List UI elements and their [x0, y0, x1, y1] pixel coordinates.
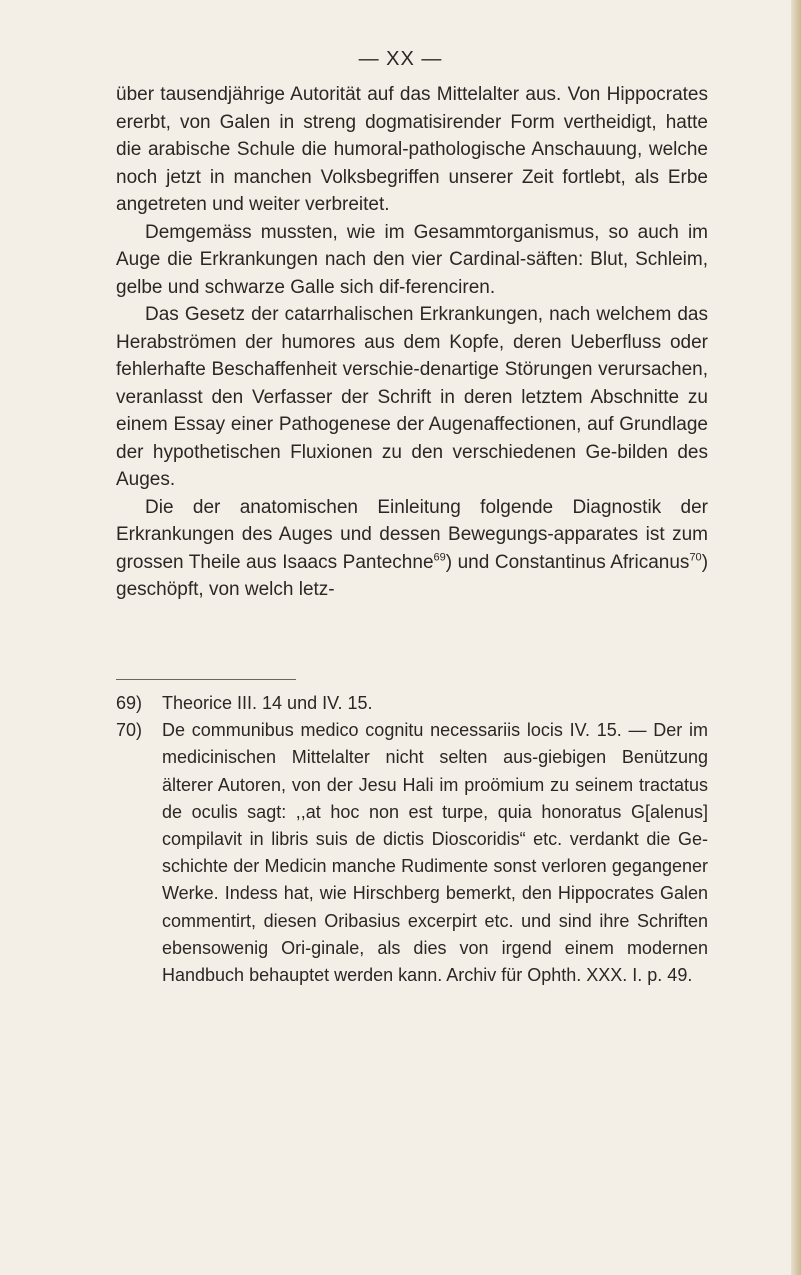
footnote-number: 69)	[116, 693, 143, 713]
main-text	[116, 81, 708, 604]
footnote-69	[116, 690, 708, 717]
footnote-ref-69: 69	[433, 551, 446, 564]
footnote-ref-70: 70	[689, 551, 702, 564]
footnote-divider	[116, 679, 296, 680]
paragraph-2: Demgemäss mussten, wie im Gesammtorganismus, so auch im Auge die Erkrankungen nach den vier Cardinal-säften: Blut, Schleim, gelbe und schwarze Galle sich dif-ferenciren.	[116, 221, 708, 298]
paragraph-4-part-2: ) und Constantinus Africanus	[445, 551, 690, 573]
footnote-70	[116, 717, 708, 989]
footnote-text: Theorice III. 14 und IV. 15.	[162, 693, 373, 713]
page-number-header: — XX —	[358, 48, 443, 70]
footnote-text: De communibus medico cognitu necessariis locis IV. 15. — Der im medicinischen Mittelalter nicht selten aus-giebigen Benützung älterer Autoren, von der Jesu Hali im proömium zu seinem tractatus de oculis sagt: ,,at hoc non est turpe, quia honoratus G[alenus] compilavit in libris suis de dictis Dioscoridis“ etc. verdankt die Ge-schichte der Medicin manche Rudimente sonst verloren gegangener Werke. Indess hat, wie Hirschberg bemerkt, den Hippocrates Galen commentirt, diesen Oribasius excerpirt etc. und sind ihre Schriften ebensowenig Ori-ginale, als dies von irgend einem modernen Handbuch behauptet werden kann. Archiv für Ophth. XXX. I. p. 49.	[162, 720, 708, 986]
paragraph-3: Das Gesetz der catarrhalischen Erkrankungen, nach welchem das Herabströmen der humores aus dem Kopfe, deren Ueberfluss oder fehlerhafte Beschaffenheit verschie-denartige Störungen verursachen, veranlasst den Verfasser der Schrift in deren letztem Abschnitte zu einem Essay einer Pathogenese der Augenaffectionen, auf Grundlage der hypothetischen Fluxionen zu den verschiedenen Ge-bilden des Auges.	[116, 304, 708, 490]
paragraph-4	[116, 494, 708, 604]
page-edge-shadow	[791, 0, 801, 1275]
footnote-number: 70)	[116, 720, 143, 741]
paragraph-4-part-1: Die der anatomischen Einleitung folgende Diagnostik der Erkrankungen des Auges und dessen Bewegungs-apparates ist zum grossen Theile aus Isaacs Pantechne	[116, 496, 708, 573]
footnotes	[116, 690, 708, 989]
paragraph-1: über tausendjährige Autorität auf das Mittelalter aus. Von Hippocrates ererbt, von Galen in streng dogmatisirender Form vertheidigt, hatte die arabische Schule die humoral-pathologische Anschauung, welche noch jetzt in manchen Volksbegriffen unserer Zeit fortlebt, als Erbe angetreten und weiter verbreitet.	[116, 84, 708, 215]
paragraph-4-part-3: ) geschöpft, von welch letz-	[116, 551, 709, 600]
